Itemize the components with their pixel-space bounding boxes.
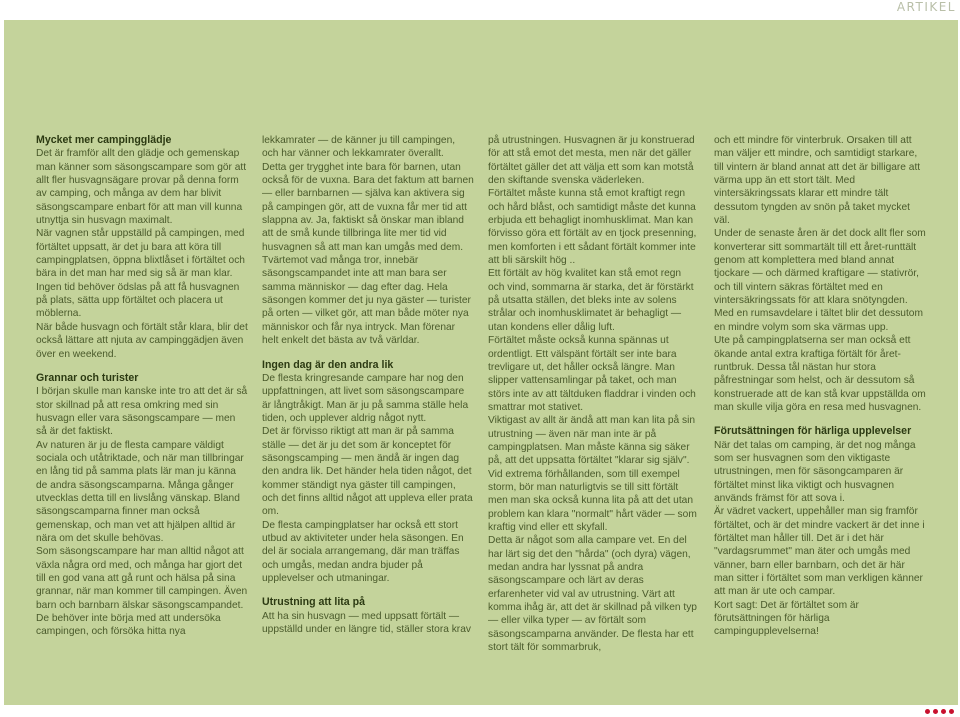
end-dot [941, 709, 946, 714]
paragraph: De flesta campingplatser har också ett stort utbud av aktiviteter under hela säsongen. En del är sociala arrangemang, där man träffas och umgås, medan andra bjuder på upplevelser och utmaningar. [262, 519, 464, 584]
paragraph: lekkamrater — de känner ju till campingen, och har vänner och lekkamrater överallt. [262, 135, 456, 160]
section-heading: Mycket mer campingglädje [36, 134, 172, 146]
paragraph: Ute på campingplatserna ser man också ett ökande antal extra kraftiga förtält för året-runtbruk. Dessa tål nästan hur stora påfrestningar som helst, och är dessutom så konstruerade att de kan stå kvar uppställda om man skulle vilja göra en resa med husvagnen. [714, 335, 926, 413]
paragraph: Under de senaste åren är det dock allt fler som konverterar sitt sommartält till ett året-runttält genom att komplettera med bland annat tjockare — och därmed kraftigare — stativrör, och till vintern säkras förtältet med en vintersäkringssats för att klara snötyngden. Med en rumsavdelare i tältet blir det dessutom en mindre volym som ska värmas upp. [714, 228, 926, 333]
paragraph: Förtältet måste kunna stå emot kraftigt regn och hård blåst, och samtidigt måste det kunna erbjuda ett behagligt inomhusklimat. Man kan förvisso göra ett förtält av en tjock presenning, men komforten i ett sådant förtält kommer inte att bli särskilt hög .. [488, 188, 697, 267]
section-heading: Förutsättningen för härliga upplevelser [714, 425, 912, 438]
section-heading: Utrustning att lita på [262, 596, 365, 609]
end-dot [933, 709, 938, 714]
paragraph: Vid extrema förhållanden, som till exempel storm, bör man naturligtvis se till sitt förtält men man ska också kunna lita på att det utan problem kan klara "normalt" hårt väder — som kraftig vind eller ett skyfall. [488, 468, 697, 533]
paragraph: När vagnen står uppställd på campingen, med förtältet uppsatt, är det ju bara att köra till campingplatsen, öppna blixtlåset i förtältet och bära in det man har med sig så är man klar. Ingen tid behöver ödslas på att få husvagnen på plats, sätta upp förtältet och placera ut möblerna. [36, 228, 245, 320]
paragraph: Detta är något som alla campare vet. En del har lärt sig det den "hårda" (och dyra) vägen, medan andra har lyssnat på andra säsongscampare och lärt av deras erfarenheter vid val av utrustning. Värt att komma ihåg är, att det är skillnad på vilken typ — eller vilka typer — av förtält som säsongscamparna använder. De flesta har ett stort tält för sommarbruk, [488, 535, 697, 654]
paragraph: Detta ger trygghet inte bara för barnen, utan också för de vuxna. Bara det faktum att barnen — eller barnbarnen — själva kan aktivera sig på campingen gör, att de vuxna får mer tid att slappna av. Ja, faktiskt så önskar man ibland att de små kunde tillbringa lite mer tid vid husvagnen så att man kan umgås med dem. Tvärtemot vad många tror, innebär säsongscampandet inte att man bara ser samma människor — dag efter dag. Hela säsongen kommer det ju nya gäster — turister på orten — vilket gör, att man både möter nya människor och får nya intryck. Man förenar helt enkelt det bästa av två världar. [262, 161, 474, 347]
page-end-dots [925, 709, 954, 714]
end-dot [949, 709, 954, 714]
paragraph: När både husvagn och förtält står klara, blir det också lättare att njuta av campinggädjen även över en weekend. [36, 321, 248, 360]
section-heading: Ingen dag är den andra lik [262, 358, 394, 371]
paragraph: på utrustningen. Husvagnen är ju konstruerad för att stå emot det mesta, men när det gäller förtältet gäller det att välja ett som kan motstå den skiftande svenska väderleken. [488, 135, 695, 187]
paragraph: Det är framför allt den glädje och gemenskap man känner som säsongscampare som gör att allt fler husvagnsägare provar på denna form av camping, och många av dem har blivit säsongscampare enbart för att man vill kunna utnyttja sin husvagn maximalt. [36, 148, 247, 227]
article-column-4 [714, 134, 926, 639]
paragraph: Av naturen är ju de flesta campare väldigt sociala och utåtriktade, och när man tillbringar en lång tid på samma plats lär man ju känna de andra säsongscamparna. Många gånger utvecklas detta till en livslång vänskap. Bland säsongscamparna finner man också gemenskap, och man vet att hjälpen alltid är nära om det skulle behövas. [36, 439, 244, 544]
paragraph: Som säsongscampare har man alltid något att växla några ord med, och många har gjort det till en god vana att gå runt och hälsa på sina grannar, när man kommer till campingen. Även barn och barnbarn älskar säsongscampandet. De behöver inte börja med att undersöka campingen, och försöka hitta nya [36, 546, 248, 638]
section-label: ARTIKEL [896, 0, 956, 14]
paragraph: Viktigast av allt är ändå att man kan lita på sin utrustning — även när man inte är på campingplatsen. Man måste känna sig säker på, att det uppsatta förtältet "klarar sig själv". [488, 415, 696, 467]
paragraph: När det talas om camping, är det nog många som ser husvagnen som den viktigaste utrustningen, men för säsongcamparen är förtältet minst lika viktigt och husvagnen används främst för att sova i. [714, 439, 916, 504]
section-heading: Grannar och turister [36, 371, 139, 384]
paragraph: Att ha sin husvagn — med uppsatt förtält — uppställd under en längre tid, ställer stora krav [262, 610, 471, 636]
paragraph: Är vädret vackert, uppehåller man sig framför förtältet, och är det mindre vackert är det inne i förtältet man håller till. Det är i det här "vardagsrummet" man äter och umgås med vänner, barn eller barnbarn, och det är här man sitter i förtältet som man verkligen känner att man är ute och campar. [714, 506, 925, 598]
article-column-3 [488, 134, 700, 654]
paragraph: Förtältet måste också kunna spännas ut ordentligt. Ett välspänt förtält ser inte bara trevligare ut, det håller också längre. Man slipper vattensamlingar på taket, och man störs inte av att tältduken fladdrar i vinden och smattrar mot stativet. [488, 335, 696, 413]
paragraph: och ett mindre för vinterbruk. Orsaken till att man väljer ett mindre, och samtidigt starkare, till vintern är bland annat att det är billigare att värma upp än ett stort tält. Med vintersäkringssats klarar ett mindre tält dessutom tyngden av snön på taket mycket väl. [714, 135, 921, 227]
article-column-2 [262, 134, 474, 636]
paragraph: De flesta kringresande campare har nog den uppfattningen, att livet som säsongscampare är långtråkigt. Man är ju på samma ställe hela tiden, och upplever aldrig något nytt. [262, 372, 469, 424]
end-dot [925, 709, 930, 714]
paragraph: I början skulle man kanske inte tro att det är så stor skillnad på att resa omkring med sin husvagn eller vara säsongscampare — men så är det faktiskt. [36, 386, 248, 438]
article-column-1 [36, 134, 248, 639]
paragraph: Ett förtält av hög kvalitet kan stå emot regn och vind, sommarna är starka, det är förstärkt på utsatta ställen, det bleks inte av solens strålar och inomhusklimatet är behagligt — utan kondens eller dålig luft. [488, 268, 694, 333]
paragraph: Kort sagt: Det är förtältet som är förutsättningen för härliga campingupplevelserna! [714, 599, 859, 638]
paragraph: Det är förvisso riktigt att man är på samma ställe — det är ju det som är konceptet för säsongscamping — men ändå är ingen dag den andra lik. Det händer hela tiden något, det kommer ständigt nya gäster till campingen, och det finns alltid något att uppleva eller prata om. [262, 426, 473, 518]
